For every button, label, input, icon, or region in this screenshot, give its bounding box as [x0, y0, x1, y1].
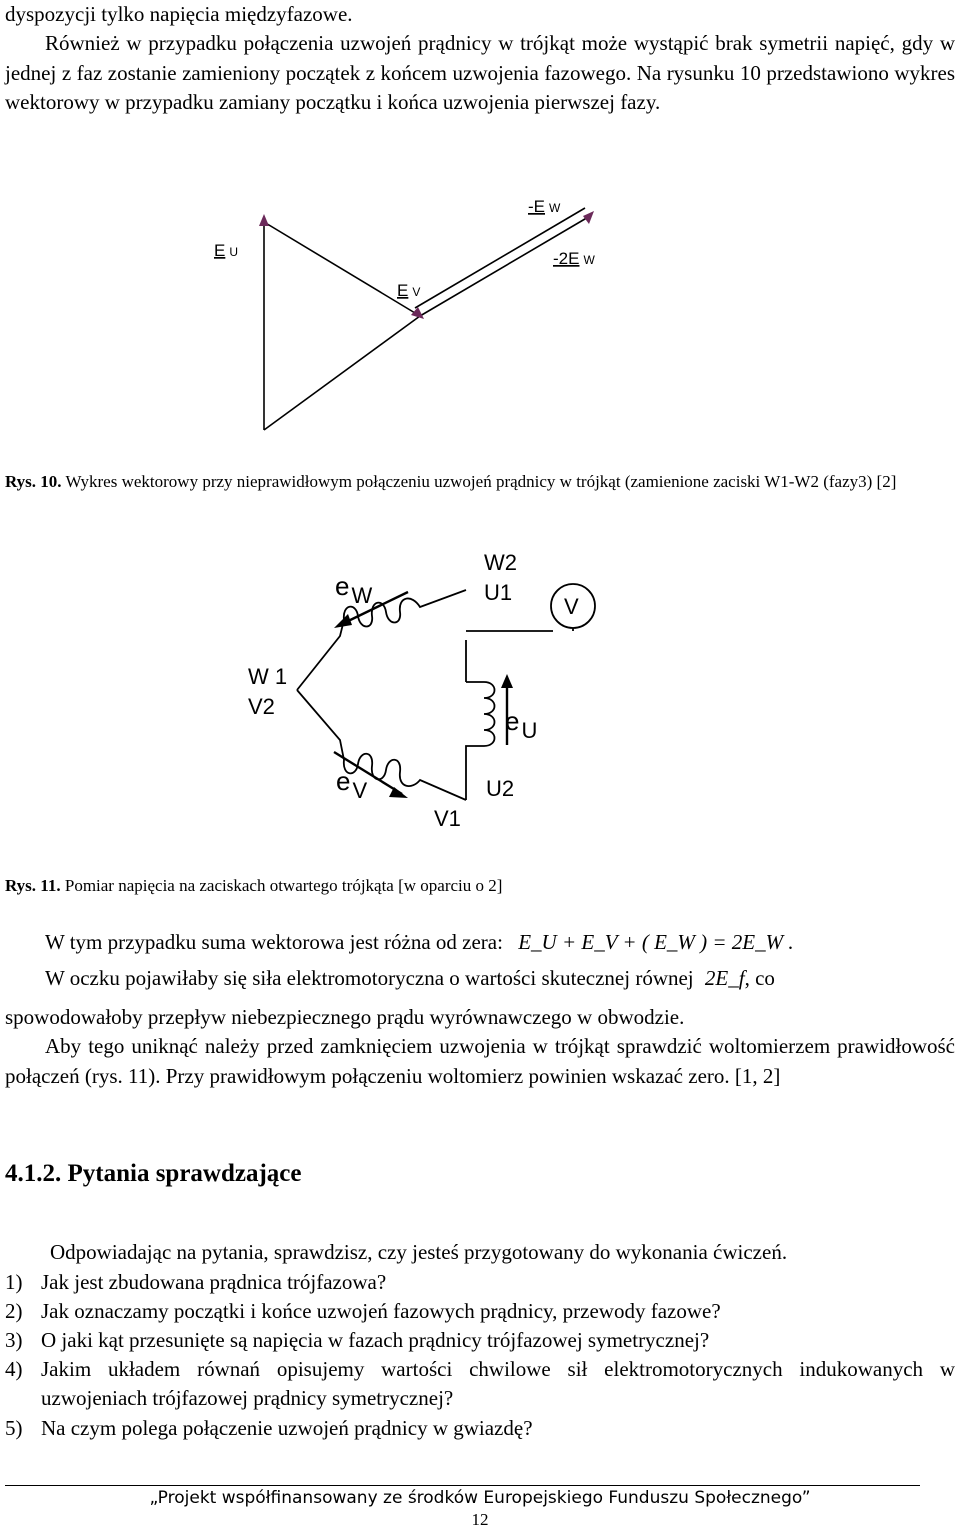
question-number: 1) — [5, 1270, 23, 1294]
vector-sum-line — [5, 928, 955, 958]
section-heading: 4.1.2. Pytania sprawdzające — [5, 1160, 302, 1187]
intro-line: dyspozycji tylko napięcia międzyfazowe. — [5, 2, 353, 26]
page-number: 12 — [471, 1510, 489, 1529]
figure-11-caption-label: Rys. 11. — [5, 876, 61, 895]
figure-11-caption — [5, 872, 955, 899]
label-eu: E U — [214, 241, 239, 260]
question-4 — [5, 1355, 955, 1413]
question-number: 3) — [5, 1328, 23, 1352]
arrow-eu-head — [501, 674, 513, 688]
figure-11-circuit-diagram — [0, 540, 960, 840]
emf-equation: 2E_f — [704, 966, 745, 990]
intro-paragraph: Również w przypadku połączenia uzwojeń prądnicy w trójkąt może wystąpić brak symetrii napięć, gdy w jednej z faz zostanie zamieniony początek z końcem uzwojenia fazowego. Na rysunku 10 przedstawiono wykres wektorowy w przypadku zamiany początku i końca uzwojenia pierwszej fazy. — [5, 31, 955, 114]
emf-text: W oczku pojawiłaby się siła elektromotoryczna o wartości skutecznej równej — [45, 966, 694, 990]
label-w2: W2 — [484, 550, 517, 575]
emf-continuation: spowodowałoby przepływ niebezpiecznego prądu wyrównawczego w obwodzie. — [5, 1005, 685, 1029]
vector-triangle-upper — [264, 222, 420, 316]
label-minus-2ew: -2E W — [553, 249, 595, 268]
vector-sum-text: W tym przypadku suma wektorowa jest różna od zera: — [45, 930, 503, 954]
label-u1: U1 — [484, 580, 513, 605]
question-text: Jak oznaczamy początki i końce uzwojeń fazowych prądnicy, przewody fazowe? — [41, 1299, 721, 1323]
section-intro: Odpowiadając na pytania, sprawdzisz, czy jesteś przygotowany do wykonania ćwiczeń. — [50, 1240, 788, 1264]
question-text: Na czym polega połączenie uzwojeń prądnicy w gwiazdę? — [41, 1416, 533, 1440]
label-voltmeter: V — [564, 594, 579, 619]
footer-divider — [5, 1485, 920, 1486]
question-2 — [5, 1297, 955, 1326]
label-ew: eW — [335, 571, 373, 608]
footer-project: „Projekt współfinansowany ze środków Europejskiego Funduszu Społecznego” — [149, 1488, 811, 1508]
vector-sum-equation: E_U + E_V + ( E_W ) = 2E_W . — [518, 930, 794, 954]
question-3 — [5, 1326, 955, 1355]
question-text: Jakim układem równań opisujemy wartości chwilowe sił elektromotorycznych indukowanych w uzwojeniach trójfazowej prądnicy symetrycznej? — [41, 1357, 955, 1410]
vector-triangle-lower — [264, 316, 420, 430]
question-text: O jaki kąt przesunięte są napięcia w fazach prądnicy trójfazowej symetrycznej? — [41, 1328, 710, 1352]
question-1 — [5, 1268, 955, 1297]
arrowhead-ew — [583, 211, 594, 224]
question-number: 2) — [5, 1299, 23, 1323]
figure-10-caption — [5, 468, 955, 495]
arrowhead-eu — [259, 214, 269, 226]
question-number: 5) — [5, 1416, 23, 1440]
figure-10-caption-text: Wykres wektorowy przy nieprawidłowym połączeniu uzwojeń prądnicy w trójkąt (zamienione zaciski W1-W2 (fazy3) [2] — [61, 472, 897, 491]
label-ev-emf: eV — [336, 766, 368, 803]
label-w1: W 1 — [248, 664, 288, 689]
label-v1: V1 — [434, 806, 461, 831]
label-u2: U2 — [486, 776, 515, 801]
avoid-paragraph: Aby tego uniknąć należy przed zamknięciem uzwojenia w trójkąt sprawdzić woltomierzem prawidłowość połączeń (rys. 11). Przy prawidłowym połączeniu woltomierz powinien wskazać zero. [1, 2] — [5, 1034, 955, 1088]
figure-11-caption-text: Pomiar napięcia na zaciskach otwartego trójkąta [w oparciu o 2] — [60, 876, 503, 895]
label-eu-emf: eU — [505, 706, 538, 743]
figure-10-caption-label: Rys. 10. — [5, 472, 62, 491]
label-v2: V2 — [248, 694, 275, 719]
winding-v — [297, 690, 466, 800]
question-text: Jak jest zbudowana prądnica trójfazowa? — [41, 1270, 387, 1294]
figure-10-vector-diagram — [0, 190, 960, 440]
label-ev: E V — [397, 281, 421, 300]
emf-line — [5, 964, 955, 994]
question-number: 4) — [5, 1357, 23, 1381]
label-minus-ew: -E W — [528, 197, 561, 216]
question-5 — [5, 1414, 955, 1443]
emf-text-tail: , co — [744, 966, 775, 990]
